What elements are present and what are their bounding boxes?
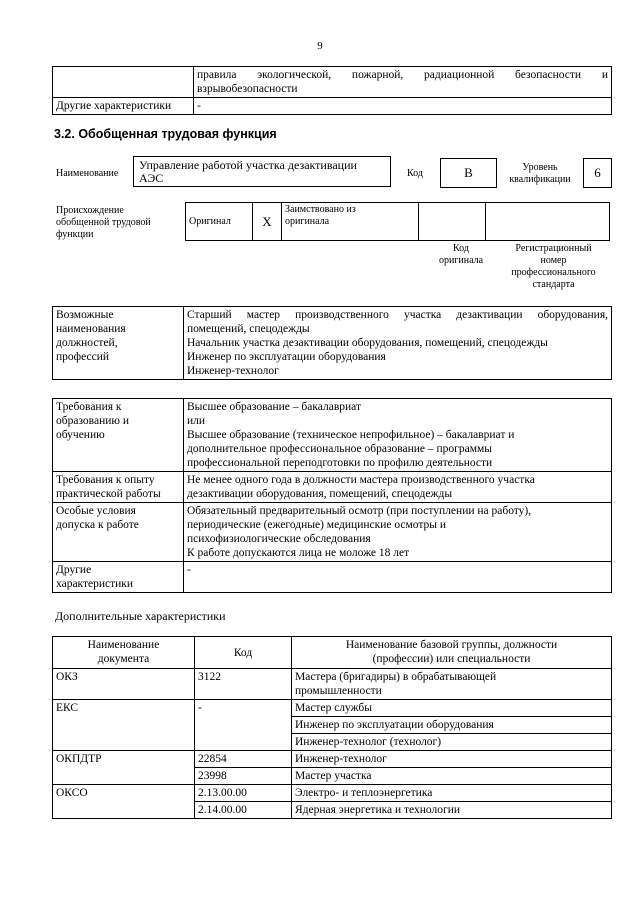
table-row [53, 751, 612, 768]
special-conditions-value [184, 503, 612, 562]
doc-cell: ЕКС [53, 700, 195, 751]
name-cell: Мастер службы [292, 700, 612, 717]
positions-table [52, 306, 612, 380]
col-name-header [292, 637, 612, 669]
experience-line: дезактивации оборудования, помещений, спецодежды [187, 488, 453, 500]
level-label [504, 162, 576, 186]
name-cell: Инженер-технолог (технолог) [292, 734, 612, 751]
caption-code-line1: Код [453, 243, 469, 254]
position-item: Инженер-технолог [187, 365, 279, 377]
education-line: Высшее образование – бакалавриат [187, 401, 361, 413]
name-cell: Ядерная энергетика и технологии [292, 802, 612, 819]
original-label: Оригинал [186, 203, 253, 241]
education-label [53, 399, 184, 472]
experience-label [53, 472, 184, 503]
positions-label-line3: должностей, [56, 337, 118, 349]
origin-label [56, 205, 151, 241]
position-item: Старший мастер производственного участка дезактивации оборудования, [187, 309, 608, 321]
top-table-safety-cell [194, 67, 612, 98]
additional-title: Дополнительные характеристики [55, 609, 226, 623]
name-cell: Электро- и теплоэнергетика [292, 785, 612, 802]
caption-reg-line4: стандарта [532, 279, 575, 290]
education-line: профессиональной переподготовки по профилю деятельности [187, 457, 493, 469]
code-cell: 23998 [195, 768, 292, 785]
table-row [53, 700, 612, 717]
caption-reg-line1: Регистрационный [515, 243, 592, 254]
conditions-line: периодические (ежегодные) медицинские осмотры и [187, 519, 447, 531]
name-cell: Мастер участка [292, 768, 612, 785]
caption-code-line2: оригинала [438, 255, 484, 266]
requirements-table [52, 398, 612, 593]
caption-reg-line2: номер [540, 255, 567, 266]
original-code-cell [419, 203, 486, 241]
code-cell: 2.13.00.00 [195, 785, 292, 802]
page-number: 9 [317, 40, 323, 52]
conditions-line: Обязательный предварительный осмотр (при поступлении на работу), [187, 505, 532, 517]
education-line: дополнительное профессиональное образование – программы [187, 443, 492, 455]
doc-cell: ОКЗ [53, 669, 195, 700]
education-label-line1: Требования к [56, 401, 122, 413]
name-cell [292, 669, 612, 700]
conditions-line: К работе допускаются лица не моложе 18 лет [187, 547, 410, 559]
name-cell: Инженер-технолог [292, 751, 612, 768]
position-item: помещений, спецодежды [187, 323, 310, 335]
level-label-line2: квалификации [509, 174, 571, 185]
name-line1: Мастера (бригадиры) в обрабатывающей [295, 671, 497, 683]
other-label-line2: характеристики [56, 578, 134, 590]
col-code-header: Код [195, 637, 292, 669]
function-name-line2: АЭС [139, 171, 164, 185]
education-label-line2: образованию и [56, 415, 129, 427]
positions-label-line2: наименования [56, 323, 126, 335]
doc-cell: ОКПДТР [53, 751, 195, 785]
origin-label-line2: обобщенной трудовой [56, 217, 151, 228]
level-label-line1: Уровень [522, 162, 558, 173]
code-cell: 22854 [195, 751, 292, 768]
position-item: Начальник участка дезактивации оборудования, помещений, спецодежды [187, 337, 548, 349]
section-title: 3.2. Обобщенная трудовая функция [54, 127, 277, 141]
origin-label-line1: Происхождение [56, 205, 124, 216]
conditions-label-line1: Особые условия [56, 505, 136, 517]
caption-reg-line3: профессионального [511, 267, 596, 278]
doc-cell: ОКСО [53, 785, 195, 819]
top-table [52, 66, 612, 115]
function-name-line1: Управление работой участка дезактивации [139, 158, 357, 172]
col-doc-line1: Наименование [87, 639, 160, 651]
code-cell: 3122 [195, 669, 292, 700]
experience-label-line2: практической работы [56, 488, 161, 500]
col-name-line2: (профессии) или специальности [372, 653, 531, 665]
experience-label-line1: Требования к опыту [56, 474, 155, 486]
conditions-line: психофизиологические обследования [187, 533, 371, 545]
other-value: - [184, 562, 612, 593]
safety-text-line2: взрывобезопасности [197, 83, 298, 95]
original-mark: X [253, 203, 282, 241]
positions-label [53, 307, 184, 380]
code-cell: - [195, 700, 292, 751]
education-line: Высшее образование (техническое непрофильное) – бакалавриат и [187, 429, 515, 441]
position-item: Инженер по эксплуатации оборудования [187, 351, 386, 363]
caption-registration-number [497, 243, 610, 291]
borrowed-line1: Заимствовано из [285, 204, 356, 215]
experience-line: Не менее одного года в должности мастера производственного участка [187, 474, 535, 486]
positions-label-line4: профессий [56, 351, 110, 363]
positions-label-line1: Возможные [56, 309, 114, 321]
col-doc-line2: документа [97, 653, 150, 665]
caption-original-code [428, 243, 494, 267]
name-label: Наименование [56, 168, 119, 179]
borrowed-cell [282, 203, 419, 241]
conditions-label-line2: допуска к работе [56, 519, 139, 531]
top-table-empty-cell [53, 67, 194, 98]
special-conditions-label [53, 503, 184, 562]
col-doc-header [53, 637, 195, 669]
borrowed-line2: оригинала [285, 216, 330, 227]
positions-list [184, 307, 612, 380]
table-row [53, 669, 612, 700]
level-value-box: 6 [583, 158, 612, 188]
experience-value [184, 472, 612, 503]
origin-label-line3: функции [56, 229, 94, 240]
additional-table [52, 636, 612, 819]
registration-number-cell [486, 203, 610, 241]
other-label [53, 562, 184, 593]
col-name-line1: Наименование базовой группы, должности [345, 639, 558, 651]
code-cell: 2.14.00.00 [195, 802, 292, 819]
code-value-box: В [440, 158, 497, 188]
table-row [53, 785, 612, 802]
education-label-line3: обучению [56, 429, 105, 441]
education-value [184, 399, 612, 472]
other-characteristics-value: - [194, 98, 612, 115]
function-name-box [133, 156, 391, 187]
other-label-line1: Другие [56, 564, 92, 576]
origin-table [185, 202, 610, 241]
name-cell: Инженер по эксплуатации оборудования [292, 717, 612, 734]
safety-text-line1: правила экологической, пожарной, радиационной безопасности и [197, 69, 608, 81]
code-label: Код [407, 168, 423, 179]
other-characteristics-label: Другие характеристики [53, 98, 194, 115]
education-line: или [187, 415, 206, 427]
name-line2: промышленности [295, 685, 382, 697]
